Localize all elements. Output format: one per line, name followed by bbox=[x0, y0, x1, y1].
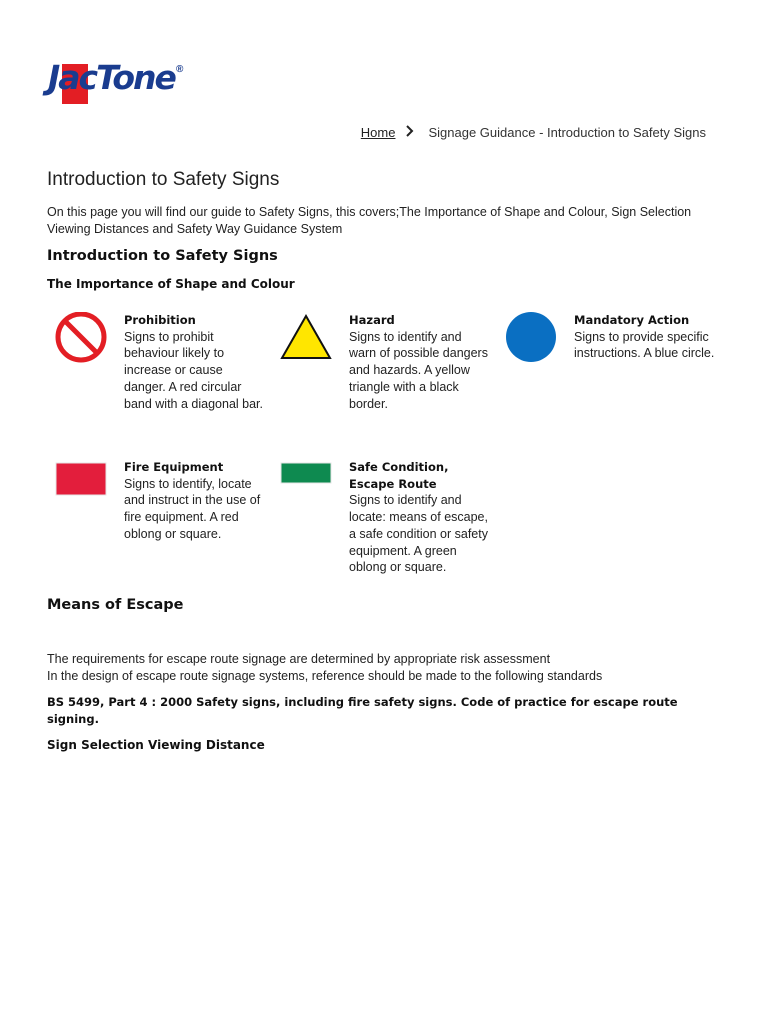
sign-title: Safe Condition, Escape Route bbox=[349, 460, 449, 491]
sign-description: Signs to prohibit behaviour likely to increase or cause danger. A red circular band with a diagonal bar. bbox=[124, 329, 263, 411]
sign-selection-heading: Sign Selection Viewing Distance bbox=[47, 738, 265, 752]
subsection-heading: The Importance of Shape and Colour bbox=[47, 277, 295, 291]
mandatory-circle-icon bbox=[504, 312, 558, 371]
sign-description: Signs to provide specific instructions. A blue circle. bbox=[574, 329, 715, 361]
page-title: Introduction to Safety Signs bbox=[47, 169, 280, 190]
sign-title: Mandatory Action bbox=[574, 313, 690, 327]
sign-title: Fire Equipment bbox=[124, 460, 224, 474]
safe-condition-icon bbox=[279, 461, 333, 490]
sign-title: Prohibition bbox=[124, 313, 196, 327]
escape-line-2: In the design of escape route signage systems, reference should be made to the following standards bbox=[47, 668, 603, 683]
fire-equipment-icon bbox=[54, 461, 108, 502]
breadcrumb-home-link[interactable]: Home bbox=[360, 124, 396, 140]
sign-description: Signs to identify, locate and instruct in the use of fire equipment. A red oblong or square. bbox=[124, 476, 261, 541]
means-of-escape-heading: Means of Escape bbox=[47, 597, 184, 613]
breadcrumb-current: Signage Guidance - Introduction to Safety Signs bbox=[428, 124, 706, 140]
prohibition-icon bbox=[54, 312, 108, 371]
sign-description: Signs to identify and locate: means of escape, a safe condition or safety equipment. A green oblong or square. bbox=[349, 493, 488, 575]
hazard-triangle-icon bbox=[279, 312, 333, 367]
chevron-right-icon bbox=[405, 124, 414, 140]
means-of-escape-text bbox=[47, 651, 727, 684]
sign-title: Hazard bbox=[349, 313, 395, 327]
jactone-logo[interactable] bbox=[48, 58, 198, 108]
bs-standard-reference: BS 5499, Part 4 : 2000 Safety signs, including fire safety signs. Code of practice for escape route signing. bbox=[47, 695, 678, 726]
breadcrumb bbox=[361, 124, 706, 140]
sign-description: Signs to identify and warn of possible dangers and hazards. A yellow triangle with a black border. bbox=[349, 329, 488, 411]
escape-line-1: The requirements for escape route signage are determined by appropriate risk assessment bbox=[47, 652, 551, 666]
logo-text: JacTone bbox=[48, 58, 175, 97]
registered-mark: ® bbox=[176, 64, 184, 75]
section-heading: Introduction to Safety Signs bbox=[47, 248, 278, 264]
intro-paragraph: On this page you will find our guide to Safety Signs, this covers;The Importance of Shape and Colour, Sign Selection Viewing Distances and Safety Way Guidance System bbox=[47, 205, 692, 236]
